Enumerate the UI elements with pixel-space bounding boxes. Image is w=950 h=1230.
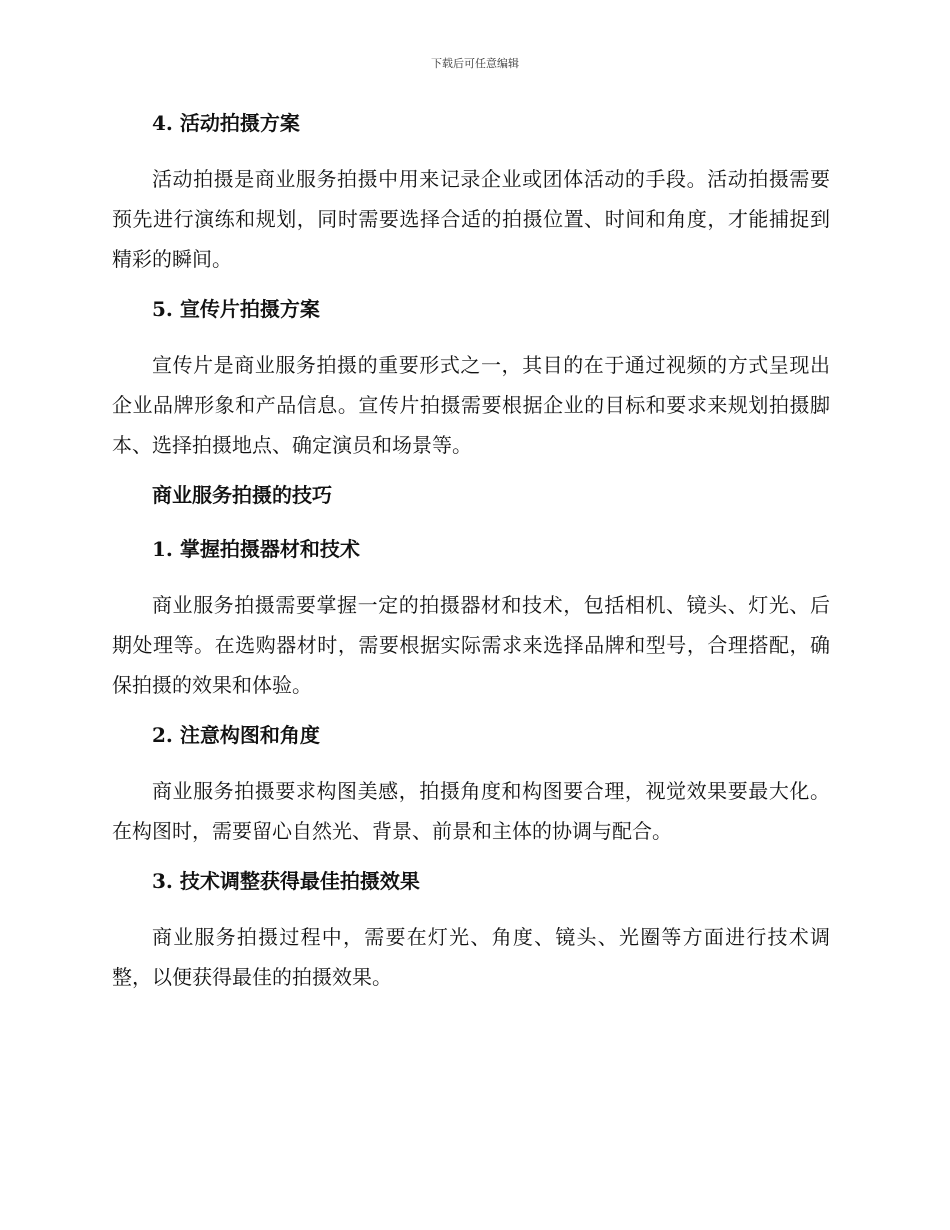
section-heading-technical-adjustment: 3. 技术调整获得最佳拍摄效果 [152,869,420,893]
section-heading-promo-video: 5. 宣传片拍摄方案 [152,297,320,321]
document-body [112,105,830,1009]
section-heading-equipment: 1. 掌握拍摄器材和技术 [152,537,360,561]
section-paragraph-equipment: 商业服务拍摄需要掌握一定的拍摄器材和技术，包括相机、镜头、灯光、后期处理等。在选购器材时，需要根据实际需求来选择品牌和型号，合理搭配，确保拍摄的效果和体验。 [112,593,830,697]
section-heading-composition: 2. 注意构图和角度 [152,723,320,747]
section-paragraph-composition: 商业服务拍摄要求构图美感，拍摄角度和构图要合理，视觉效果要最大化。在构图时，需要留心自然光、背景、前景和主体的协调与配合。 [112,779,830,843]
section-paragraph-technical-adjustment: 商业服务拍摄过程中，需要在灯光、角度、镜头、光圈等方面进行技术调整，以便获得最佳的拍摄效果。 [112,925,830,989]
section-paragraph-activity-shooting: 活动拍摄是商业服务拍摄中用来记录企业或团体活动的手段。活动拍摄需要预先进行演练和规划，同时需要选择合适的拍摄位置、时间和角度，才能捕捉到精彩的瞬间。 [112,167,830,271]
page-header: 下载后可任意编辑 [431,57,519,70]
section-paragraph-promo-video: 宣传片是商业服务拍摄的重要形式之一，其目的在于通过视频的方式呈现出企业品牌形象和产品信息。宣传片拍摄需要根据企业的目标和要求来规划拍摄脚本、选择拍摄地点、确定演员和场景等。 [112,353,830,457]
section-heading-techniques: 商业服务拍摄的技巧 [152,483,332,507]
section-heading-activity-shooting: 4. 活动拍摄方案 [152,111,300,135]
